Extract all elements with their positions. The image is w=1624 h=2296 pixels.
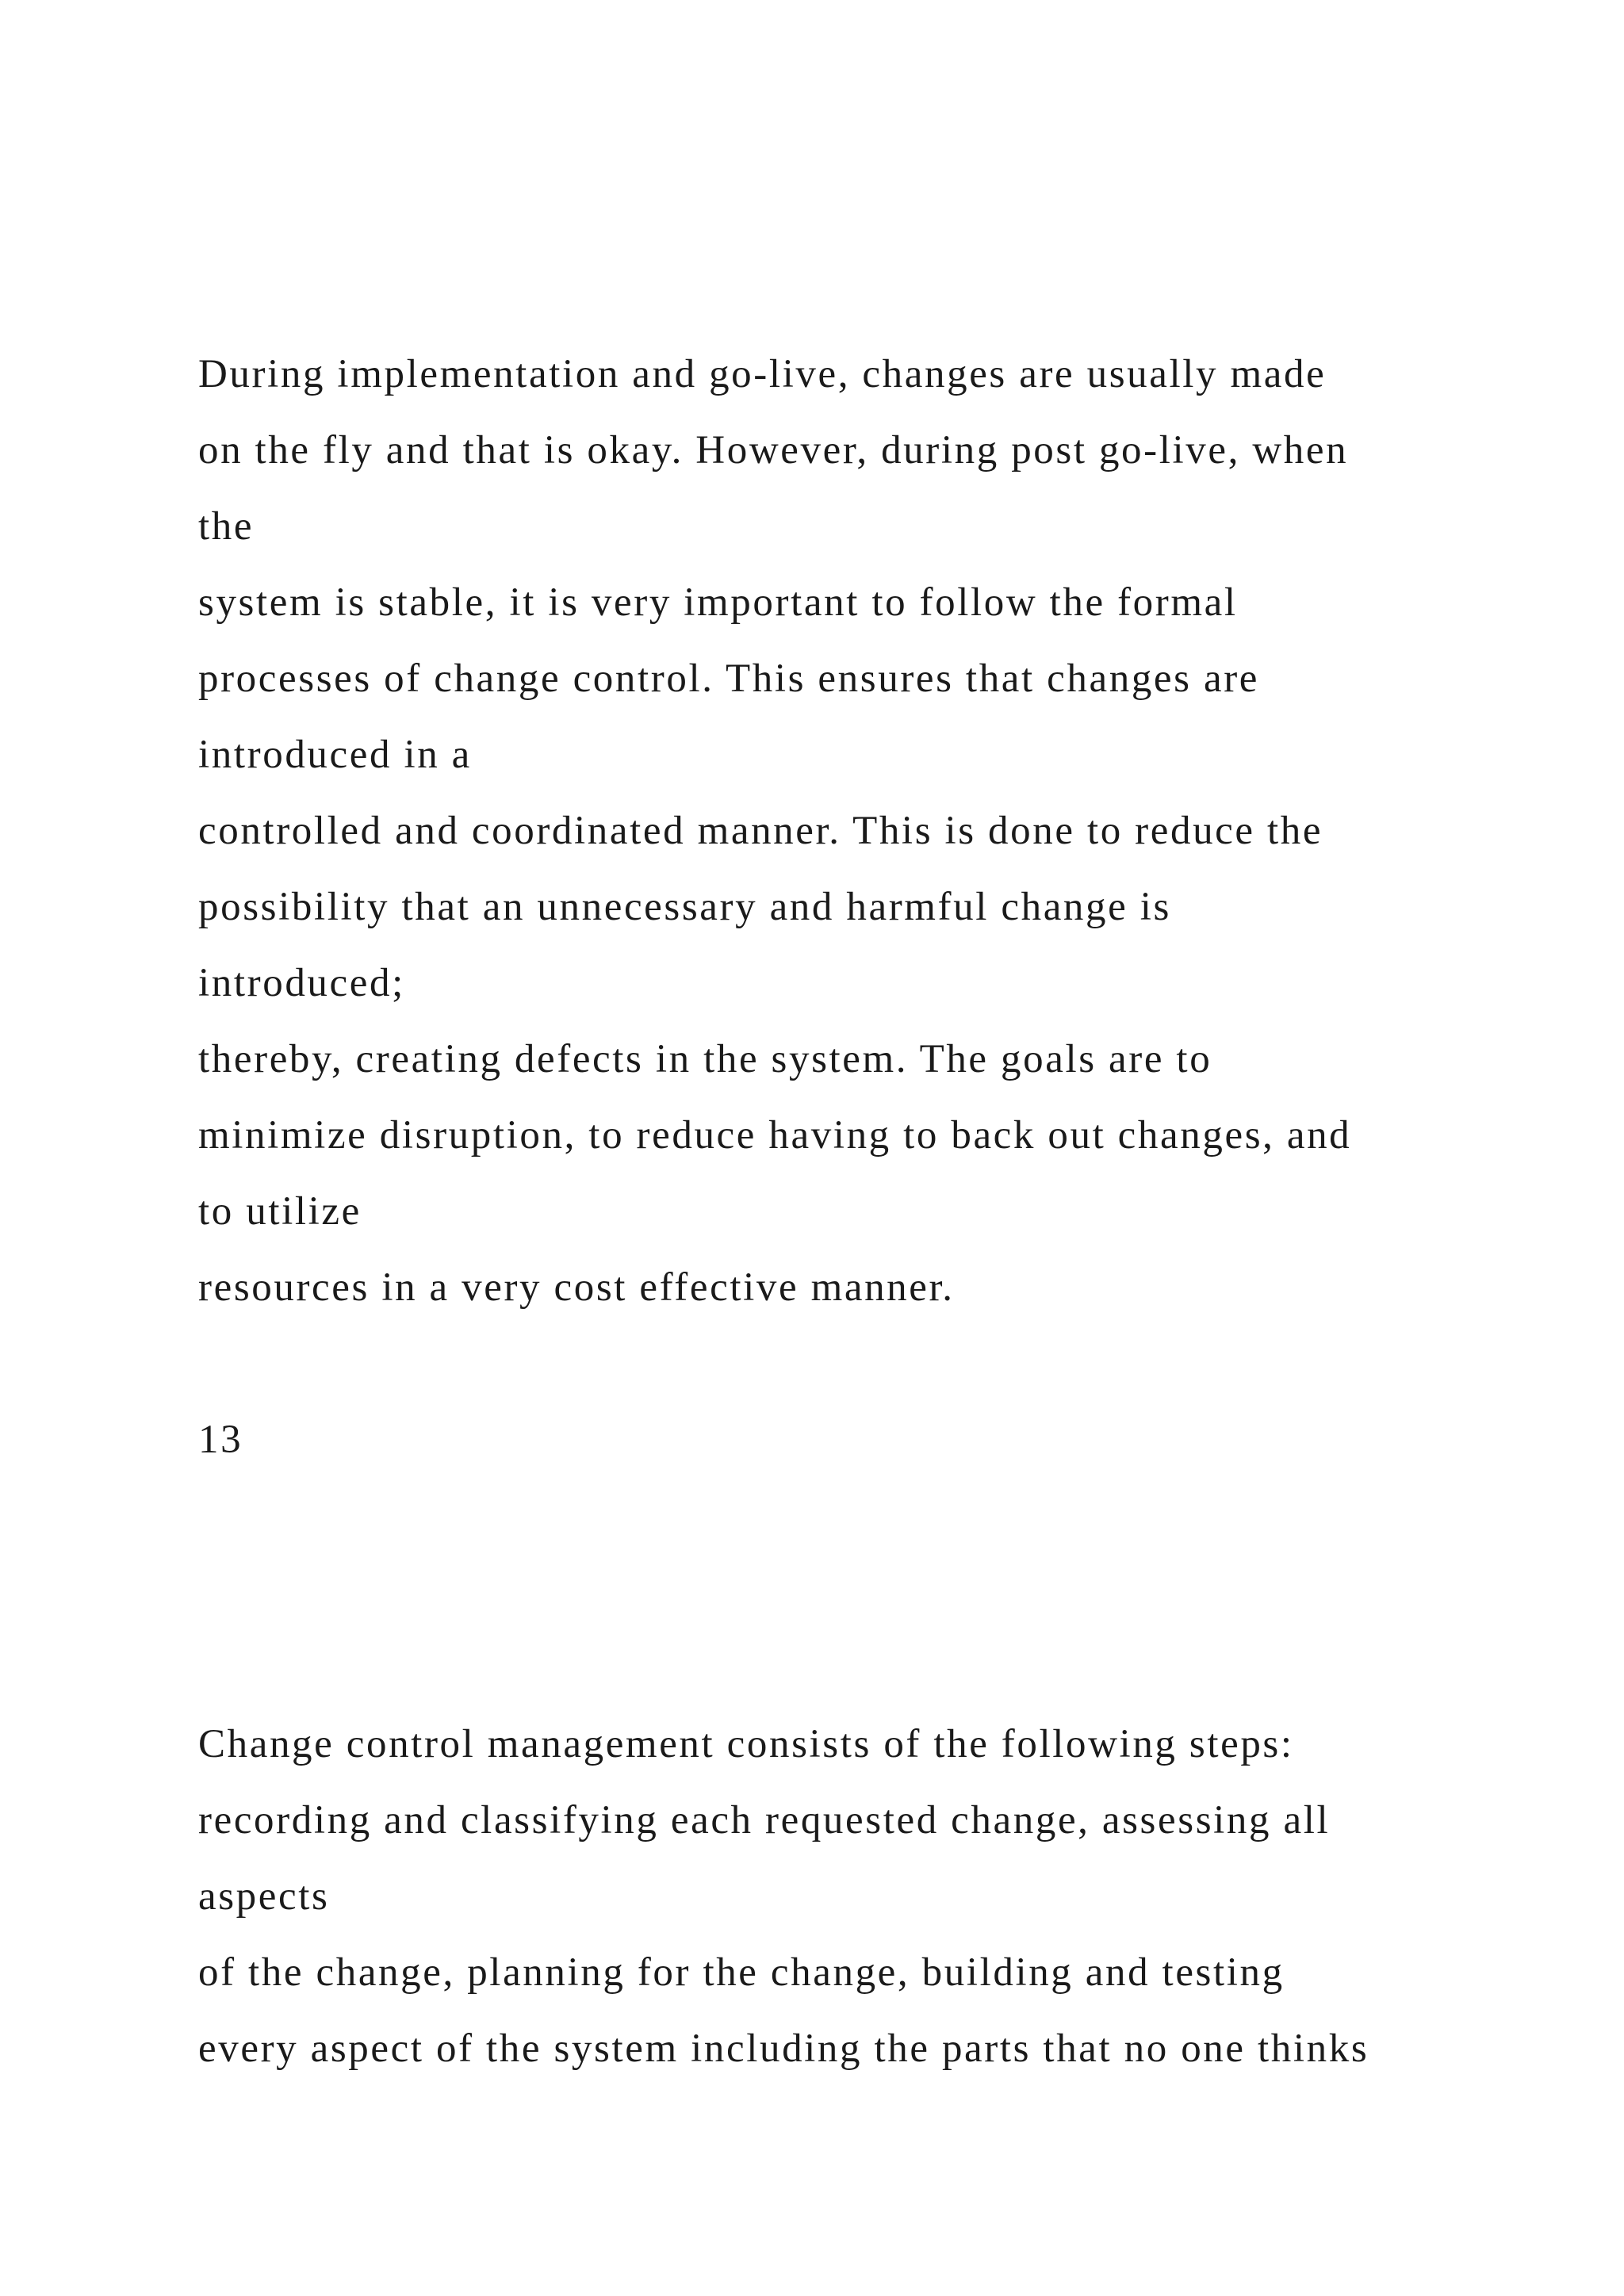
text-line: possibility that an unnecessary and harmful change is	[198, 885, 1171, 929]
text-line: thereby, creating defects in the system. The goals are to	[198, 1037, 1212, 1081]
text-line: on the fly and that is okay. However, during post go-live, when	[198, 428, 1349, 473]
text-line: During implementation and go-live, changes are usually made	[198, 352, 1327, 396]
text-line: aspects	[198, 1874, 330, 1919]
text-line: the	[198, 504, 255, 549]
text-line: every aspect of the system including the parts that no one thinks	[198, 2026, 1369, 2071]
page-number: 13	[198, 1418, 243, 1462]
text-line: Change control management consists of the following steps:	[198, 1722, 1294, 1766]
text-line: to utilize	[198, 1189, 362, 1234]
text-line: processes of change control. This ensures that changes are	[198, 656, 1260, 701]
text-line: resources in a very cost effective manner.	[198, 1265, 955, 1310]
text-line: minimize disruption, to reduce having to back out changes, and	[198, 1113, 1352, 1158]
text-line: recording and classifying each requested change, assessing all	[198, 1798, 1331, 1843]
text-line: introduced in a	[198, 733, 472, 777]
text-line: controlled and coordinated manner. This is done to reduce the	[198, 809, 1323, 853]
text-line: of the change, planning for the change, building and testing	[198, 1950, 1285, 1995]
text-line: introduced;	[198, 961, 405, 1005]
text-line: system is stable, it is very important to follow the formal	[198, 580, 1238, 625]
